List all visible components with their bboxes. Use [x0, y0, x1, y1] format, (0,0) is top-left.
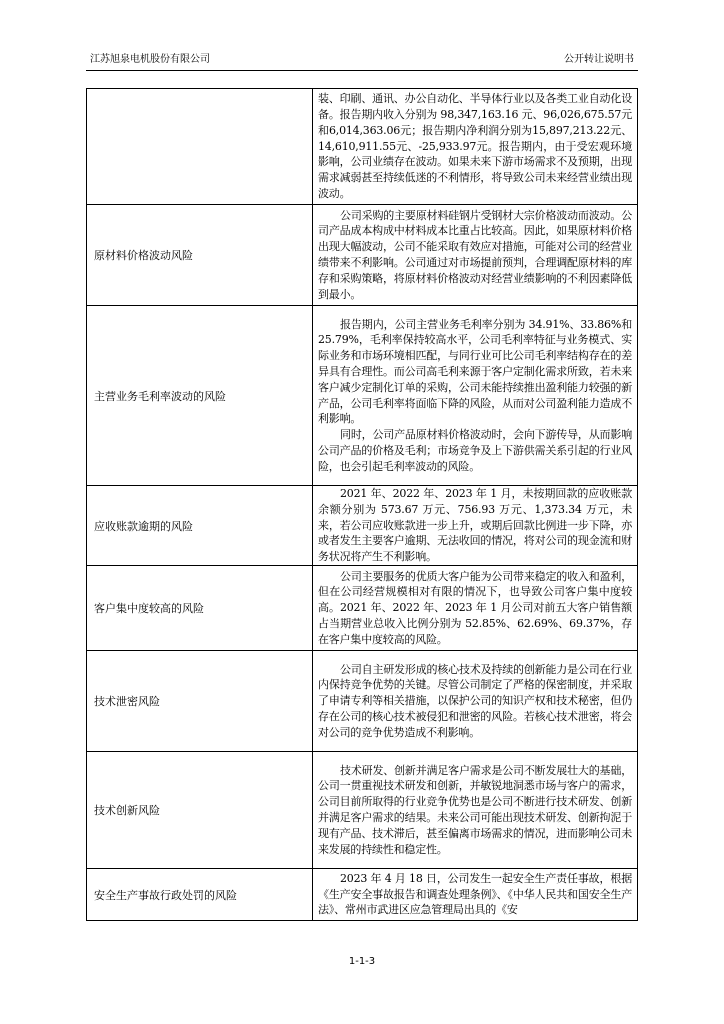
table-row — [87, 306, 638, 486]
company-name: 江苏旭泉电机股份有限公司 — [90, 54, 210, 65]
description-paragraph: 公司主要服务的优质大客户能为公司带来稳定的收入和盈利，但在公司经营规模相对有限的情况下，也导致公司客户集中度较高。2021 年、2022 年、2023 年 1 月公司对前五大客户销售额占当期营业总收入比例分别为 52.85%、62.69%、69.37%，存在客户集中度较高的风险。 — [318, 569, 632, 646]
risk-description — [313, 869, 638, 921]
risk-name: 客户集中度较高的风险 — [87, 566, 313, 651]
risk-description — [313, 306, 638, 486]
page-header — [86, 52, 638, 71]
table-row — [87, 651, 638, 752]
description-paragraph: 公司自主研发形成的核心技术及持续的创新能力是公司在行业内保持竞争优势的关键。尽管公司制定了严格的保密制度，并采取了申请专利等相关措施，以保护公司的知识产权和技术秘密，但仍存在公司的核心技术被侵犯和泄密的风险。若核心技术泄密，将会对公司的竞争优势造成不利影响。 — [318, 662, 632, 739]
risk-table — [86, 88, 638, 921]
risk-name: 技术泄密风险 — [87, 651, 313, 752]
description-paragraph: 装、印刷、通讯、办公自动化、半导体行业以及各类工业自动化设备。报告期内收入分别为 98,347,163.16 元、96,026,675.57元和6,014,363.06元；报告期内净利润分别为15,897,213.22元、14,610,911.55元、-25,933.97元。报告期内，由于受宏观环境影响，公司业绩存在波动。如果未来下游市场需求不及预期，出现需求减弱甚至持续低迷的不利情形，将导致公司未来经营业绩出现波动。 — [318, 92, 632, 200]
document-type: 公开转让说明书 — [564, 54, 634, 65]
risk-name: 原材料价格波动风险 — [87, 205, 313, 306]
risk-name — [87, 89, 313, 205]
risk-name: 主营业务毛利率波动的风险 — [87, 306, 313, 486]
risk-description — [313, 89, 638, 205]
table-row — [87, 869, 638, 921]
table-row — [87, 89, 638, 205]
risk-name: 技术创新风险 — [87, 752, 313, 869]
risk-description — [313, 651, 638, 752]
risk-description — [313, 752, 638, 869]
description-paragraph: 公司采购的主要原材料硅钢片受钢材大宗价格波动而波动。公司产品成本构成中材料成本比重占比较高。因此，如果原材料价格出现大幅波动，公司不能采取有效应对措施，可能对公司的经营业绩带来不利影响。公司通过对市场提前预判，合理调配原材料的库存和采购策略，将原材料价格波动对经营业绩影响的不利因素降低到最小。 — [318, 208, 632, 301]
table-row — [87, 205, 638, 306]
description-paragraph: 2023 年 4 月 18 日，公司发生一起安全生产责任事故，根据《生产安全事故报告和调查处理条例》、《中华人民共和国安全生产法》、常州市武进区应急管理局出具的《安 — [318, 871, 632, 917]
page-number: 1-1-3 — [348, 956, 376, 967]
risk-name: 安全生产事故行政处罚的风险 — [87, 869, 313, 921]
description-paragraph: 技术研发、创新并满足客户需求是公司不断发展壮大的基础，公司一贯重视技术研发和创新，并敏锐地洞悉市场与客户的需求，公司目前所取得的行业竞争优势也是公司不断进行技术研发、创新并满足客户需求的结果。未来公司可能出现技术研发、创新拘泥于现有产品、技术滞后，甚至偏离市场需求的情况，进而影响公司未来发展的持续性和稳定性。 — [318, 763, 632, 856]
risk-name: 应收账款逾期的风险 — [87, 486, 313, 566]
risk-description — [313, 566, 638, 651]
description-paragraph: 2021 年、2022 年、2023 年 1 月，未按期回款的应收账款余额分别为 573.67 万元、756.93 万元、1,373.34 万元，未来，若公司应收账款进一步上升，或期后回款比例进一步下降，亦或者发生主要客户逾期、无法收回的情况，将对公司的现金流和财务状况将产生不利影响。 — [318, 487, 632, 564]
description-paragraph: 报告期内，公司主营业务毛利率分别为 34.91%、33.86%和 25.79%，毛利率保持较高水平，公司毛利率特征与业务模式、实际业务和市场环境相匹配，与同行业可比公司毛利率结构存在的差异具有合理性。而公司高毛利来源于客户定制化需求所致，若未来客户减少定制化订单的采购，公司未能持续推出盈利能力较强的新产品，公司毛利率将面临下降的风险，从而对公司盈利能力造成不利影响。 — [318, 317, 632, 426]
table-row — [87, 566, 638, 651]
table-row — [87, 752, 638, 869]
risk-description — [313, 486, 638, 566]
table-row — [87, 486, 638, 566]
description-paragraph: 同时，公司产品原材料价格波动时，会向下游传导，从而影响公司产品的价格及毛利；市场竞争及上下游供需关系引起的行业风险，也会引起毛利率波动的风险。 — [318, 428, 632, 473]
risk-description — [313, 205, 638, 306]
